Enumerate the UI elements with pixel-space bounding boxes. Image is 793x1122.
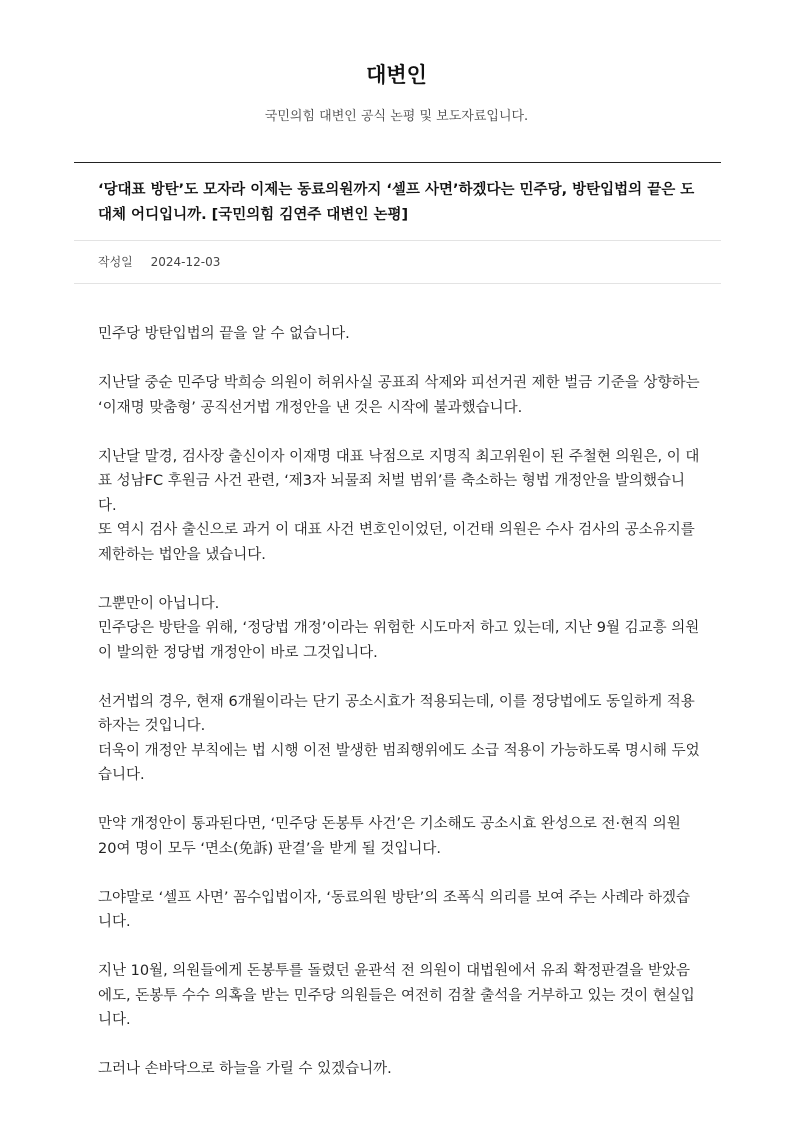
date-value: 2024-12-03: [150, 255, 221, 269]
paragraph-gap: [98, 567, 703, 592]
paragraph-gap: [98, 1033, 703, 1058]
page-header: [0, 0, 793, 126]
header-divider: [74, 162, 721, 163]
page-subtitle: 국민의힘 대변인 공식 논평 및 보도자료입니다.: [264, 109, 529, 124]
date-label: 작성일: [98, 255, 133, 269]
body-paragraph: 만약 개정안이 통과된다면, ‘민주당 돈봉투 사건’은 기소해도 공소시효 완성으로 전·현직 의원 20여 명이 모두 ‘면소(免訴) 판결’을 받게 될 것입니다.: [98, 816, 681, 857]
body-paragraph: 그뿐만이 아닙니다.: [98, 595, 220, 612]
body-paragraph: 지난 10월, 의원들에게 돈봉투를 돌렸던 윤관석 전 의원이 대법원에서 유죄 확정판결을 받았음에도, 돈봉투 수수 의혹을 받는 민주당 의원들은 여전히 검찰 출석을 거부하고 있는 것이 현실입니다.: [98, 963, 695, 1028]
article-meta: [98, 252, 220, 272]
paragraph-gap: [98, 665, 703, 690]
body-paragraph: 더욱이 개정안 부칙에는 법 시행 이전 발생한 범죄행위에도 소급 적용이 가능하도록 명시해 두었습니다.: [98, 742, 700, 783]
body-paragraph: 그러나 손바닥으로 하늘을 가릴 수 있겠습니까.: [98, 1061, 392, 1077]
body-paragraph: 선거법의 경우, 현재 6개월이라는 단기 공소시효가 적용되는데, 이를 정당법에도 동일하게 적용하자는 것입니다.: [98, 693, 695, 734]
body-paragraph: 민주당은 방탄을 위해, ‘정당법 개정’이라는 위험한 시도마저 하고 있는데, 지난 9월 김교흥 의원이 발의한 정당법 개정안이 바로 그것입니다.: [98, 620, 700, 661]
body-paragraph: 그야말로 ‘셀프 사면’ 꼼수입법이자, ‘동료의원 방탄’의 조폭식 의리를 보여 주는 사례라 하겠습니다.: [98, 889, 691, 930]
body-paragraph: 또 역시 검사 출신으로 과거 이 대표 사건 변호인이었던, 이건태 의원은 수사 검사의 공소유지를 제한하는 법안을 냈습니다.: [98, 522, 695, 563]
body-paragraph: 지난달 말경, 검사장 출신이자 이재명 대표 낙점으로 지명직 최고위원이 된 주철현 의원은, 이 대표 성남FC 후원금 사건 관련, ‘제3자 뇌물죄 처벌 범위’를 축소하는 형법 개정안을 발의했습니다.: [98, 448, 700, 514]
paragraph-gap: [98, 861, 703, 886]
body-paragraph: 민주당 방탄입법의 끝을 알 수 없습니다.: [98, 326, 350, 342]
paragraph-gap: [98, 420, 703, 445]
body-paragraph: 지난달 중순 민주당 박희승 의원이 허위사실 공표죄 삭제와 피선거권 제한 벌금 기준을 상향하는 ‘이재명 맞춤형’ 공직선거법 개정안을 낸 것은 시작에 불과했습니다.: [98, 375, 700, 416]
paragraph-gap: [98, 347, 703, 372]
article-title: ‘당대표 방탄’도 모자라 이제는 동료의원까지 ‘셀프 사면’하겠다는 민주당, 방탄입법의 끝은 도대체 어디입니까. [국민의힘 김연주 대변인 논평]: [98, 182, 695, 223]
page-title: 대변인: [366, 63, 427, 87]
title-divider: [74, 240, 721, 241]
paragraph-gap: [98, 788, 703, 813]
paragraph-gap: [98, 935, 703, 960]
meta-divider: [74, 283, 721, 284]
article-body: [98, 322, 703, 1082]
